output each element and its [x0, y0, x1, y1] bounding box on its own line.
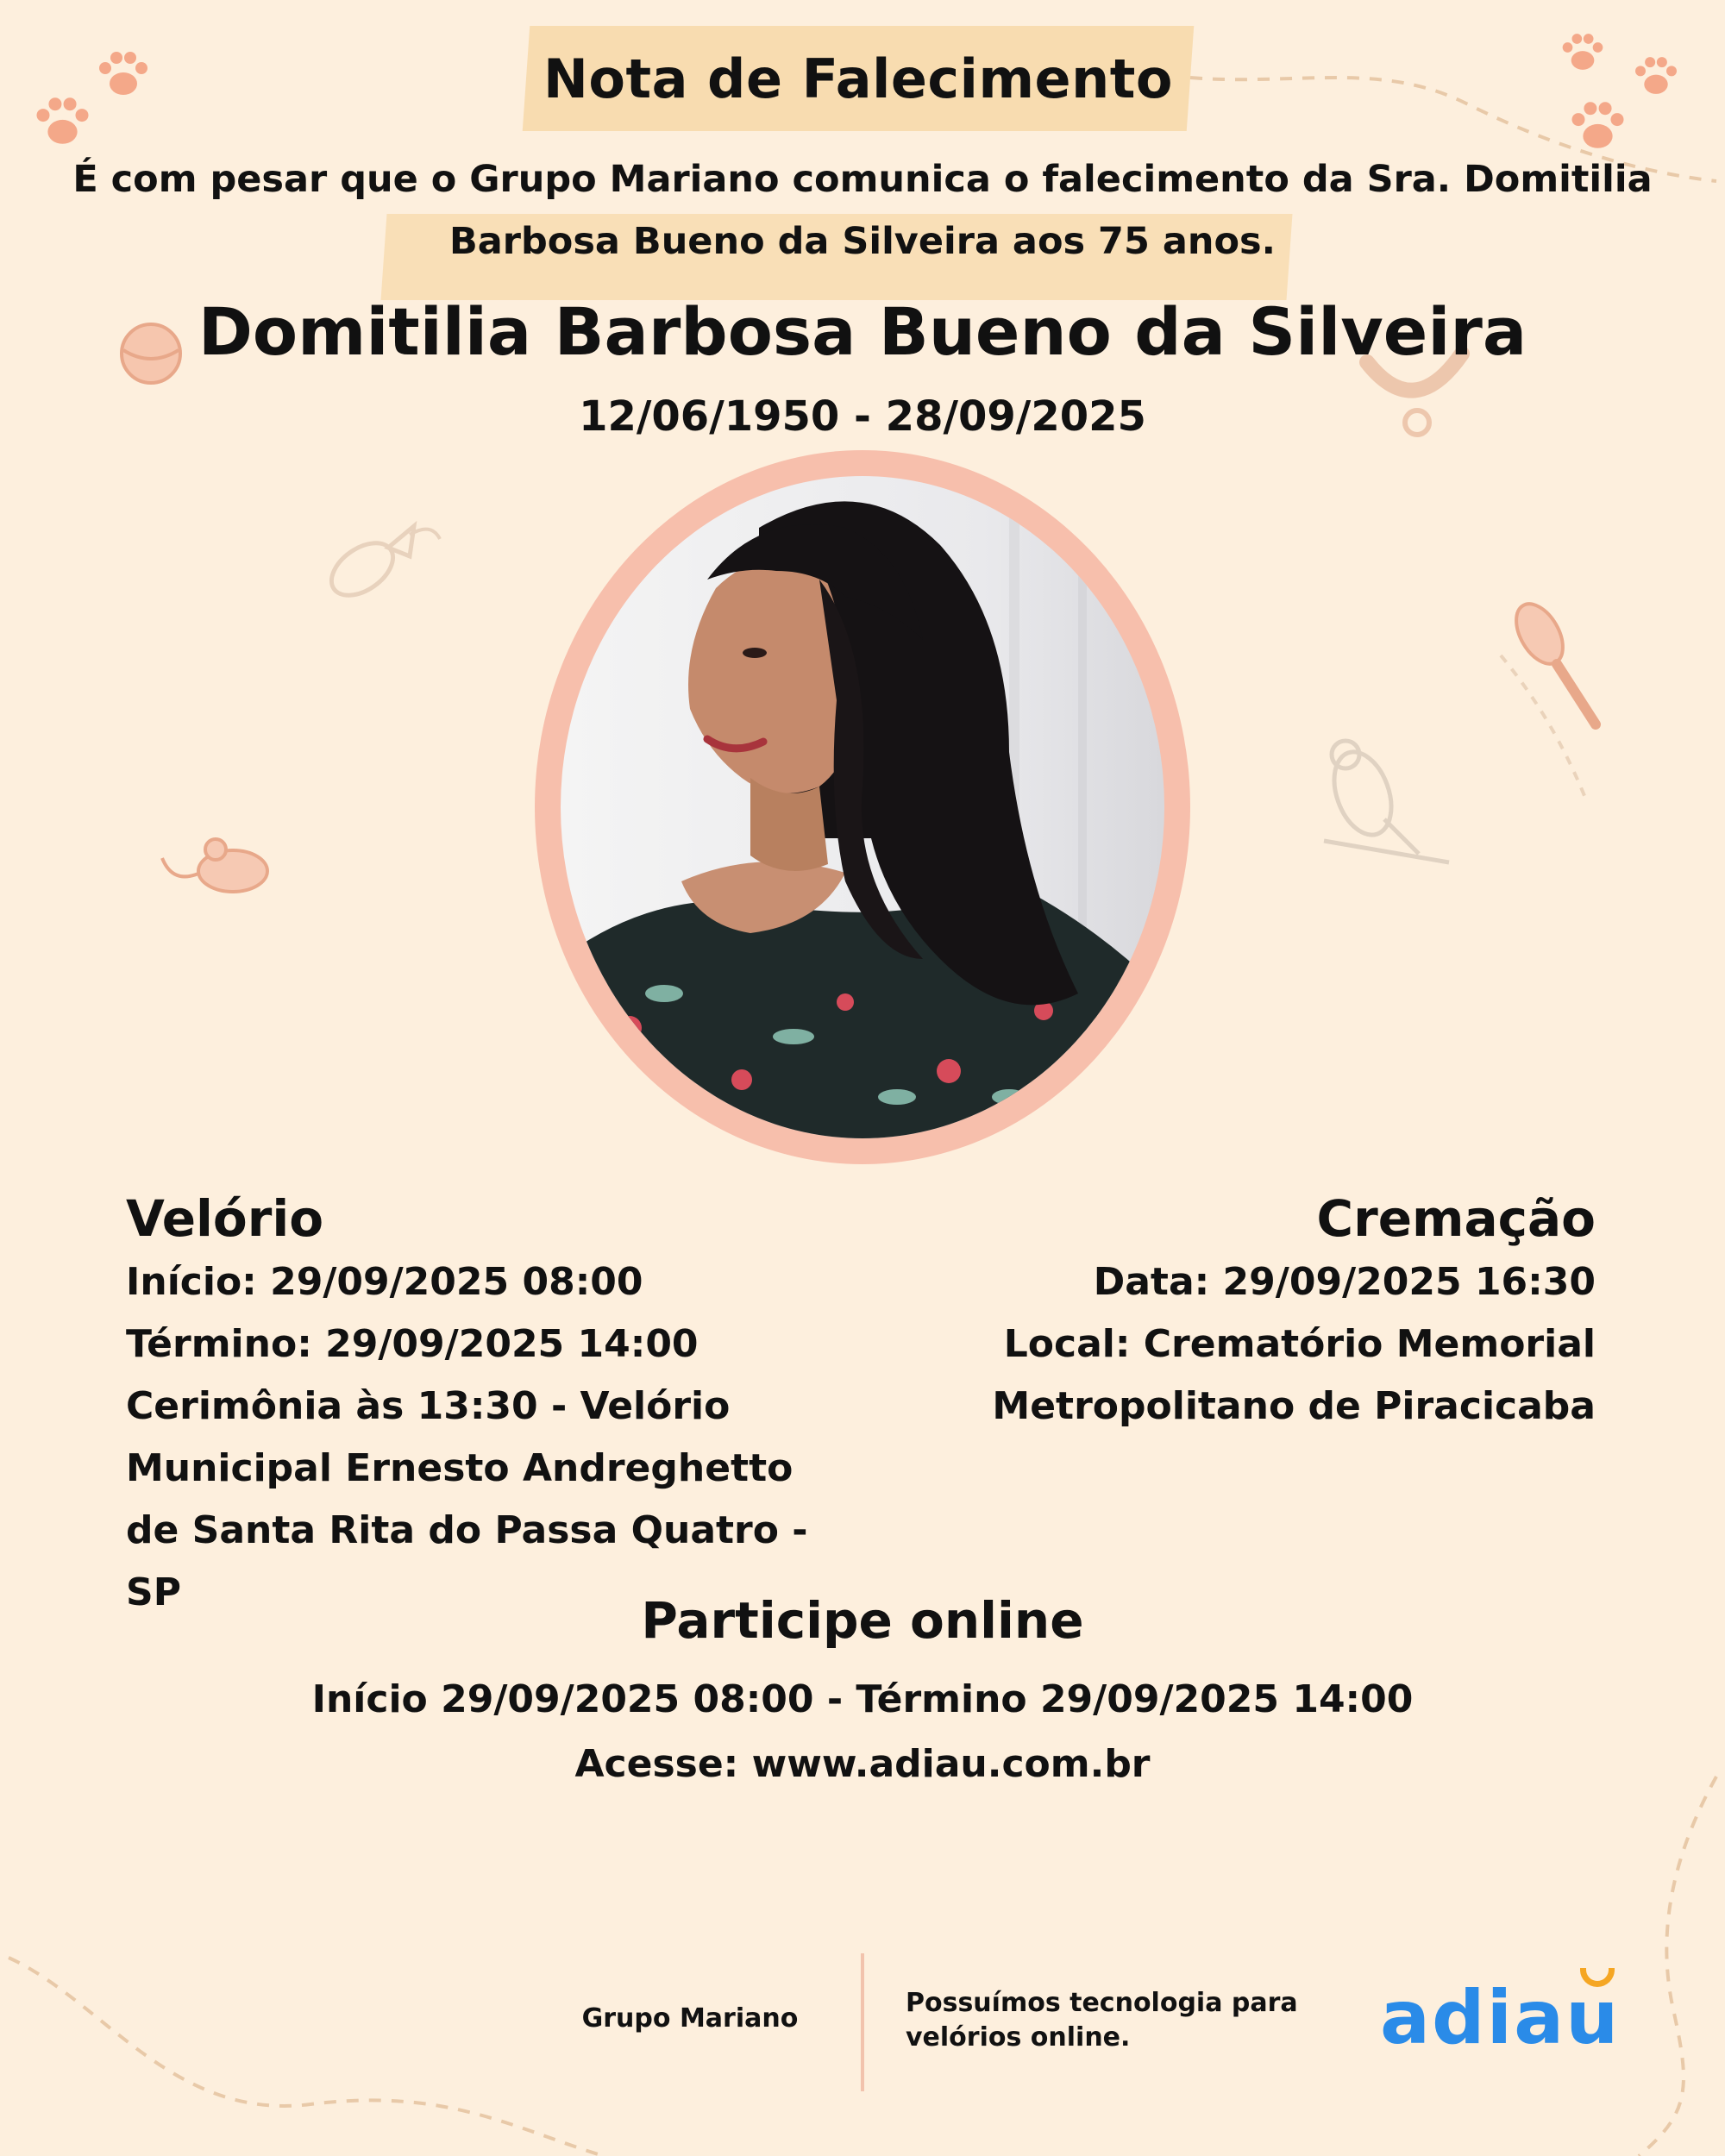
wake-info-line: Término: 29/09/2025 14:00 — [126, 1322, 699, 1366]
wake-info-line: Cerimônia às 13:30 - Velório — [126, 1384, 731, 1428]
announcement-line: Barbosa Bueno da Silveira aos 75 anos. — [449, 220, 1276, 263]
paw-print-icon — [93, 47, 154, 99]
deceased-name: Domitilia Barbosa Bueno da Silveira — [198, 293, 1527, 370]
announcement-text — [34, 148, 1690, 273]
mouse-toy-icon — [155, 824, 285, 901]
cremation-title: Cremação — [1316, 1189, 1596, 1248]
page-title: Nota de Falecimento — [543, 47, 1173, 110]
footer-tagline-line: velórios online. — [906, 2022, 1131, 2053]
fish-icon — [315, 517, 444, 621]
paw-print-icon — [1565, 95, 1630, 155]
life-dates: 12/06/1950 - 28/09/2025 — [579, 392, 1146, 441]
wake-info-line: SP — [126, 1570, 181, 1614]
online-access-link[interactable]: Acesse: www.adiau.com.br — [574, 1742, 1151, 1786]
wake-info-line: Municipal Ernesto Andreghetto — [126, 1446, 794, 1490]
adiau-logo — [1380, 1975, 1639, 2070]
parakeet-icon — [1298, 724, 1453, 880]
wake-info-line: de Santa Rita do Passa Quatro - — [126, 1508, 808, 1552]
footer-company-name: Grupo Mariano — [581, 2003, 799, 2034]
wake-section — [126, 1186, 833, 1624]
cremation-info-line: Data: 29/09/2025 16:30 — [1093, 1260, 1596, 1304]
announcement-line: É com pesar que o Grupo Mariano comunica o falecimento da Sra. Domitilia — [72, 158, 1653, 201]
footer-tagline-line: Possuímos tecnologia para — [906, 1988, 1298, 2018]
paw-print-icon — [30, 91, 95, 151]
cremation-info-line: Local: Crematório Memorial — [1003, 1322, 1596, 1366]
paw-print-icon — [1630, 52, 1682, 99]
paw-print-icon — [1557, 30, 1609, 73]
cremation-section — [906, 1186, 1596, 1438]
online-title: Participe online — [641, 1591, 1084, 1650]
brush-icon — [1505, 595, 1609, 733]
online-schedule: Início 29/09/2025 08:00 - Término 29/09/2025 14:00 — [311, 1677, 1414, 1721]
wake-info-line: Início: 29/09/2025 08:00 — [126, 1260, 643, 1304]
logo-text: adiau — [1380, 1975, 1621, 2061]
footer-tagline — [906, 1986, 1320, 2055]
deceased-photo — [561, 476, 1164, 1138]
wake-title: Velório — [126, 1189, 324, 1248]
footer-divider — [861, 1953, 864, 2091]
cremation-info-line: Metropolitano de Piracicaba — [992, 1384, 1596, 1428]
